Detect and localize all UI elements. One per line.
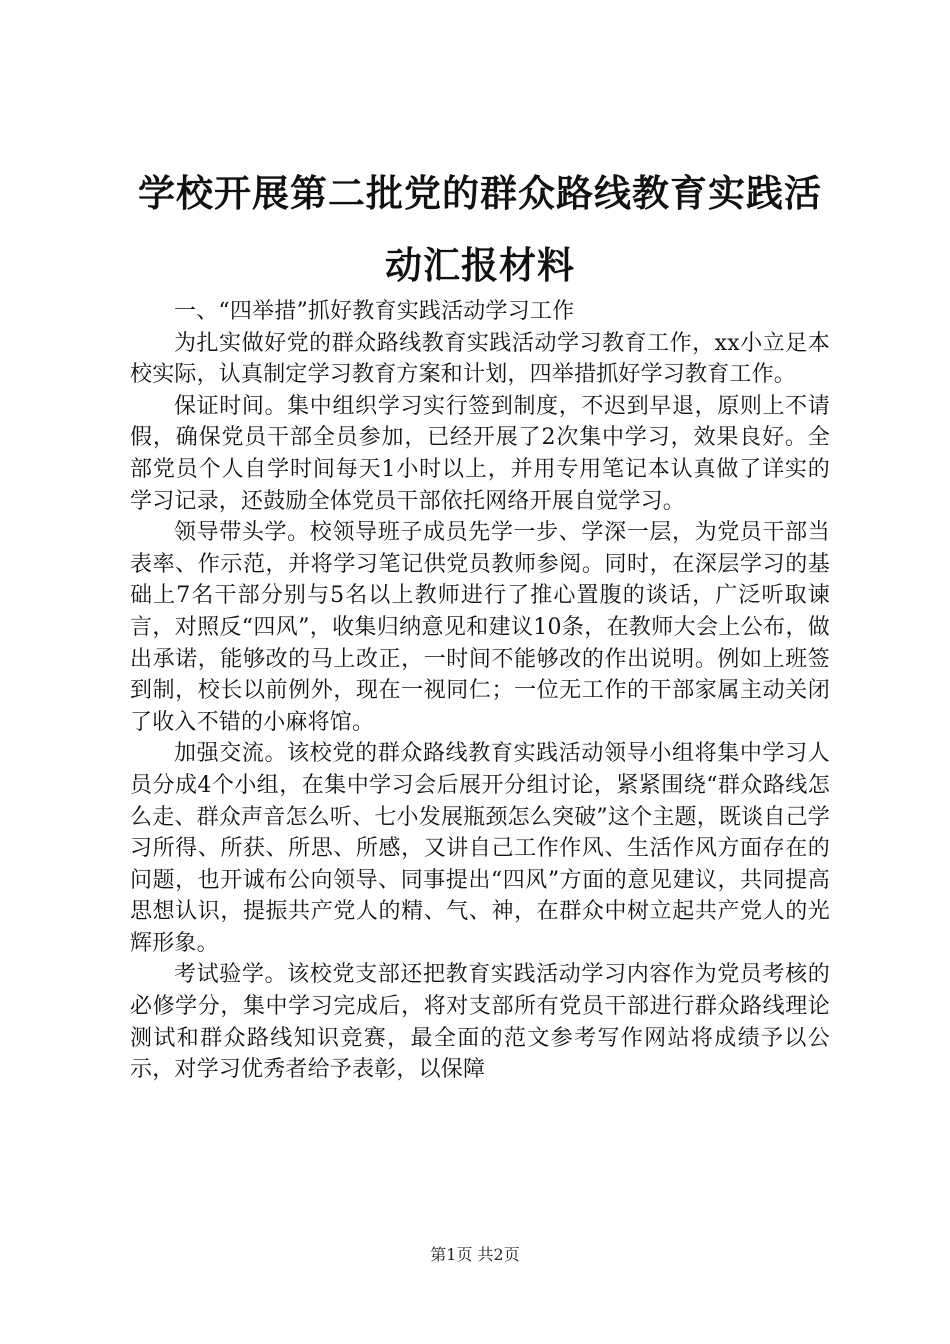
body-paragraph: 加强交流。该校党的群众路线教育实践活动领导小组将集中学习人员分成4个小组，在集中学习会后展开分组讨论，紧紧围绕“群众路线怎么走、群众声音怎么听、七小发展瓶颈怎么突破”这个主题，既谈自己学习所得、所获、所思、所感，又讲自己工作作风、生活作风方面存在的问题，也开诚布公向领导、同事提出“四风”方面的意见建议，共同提高思想认识，提振共产党人的精、气、神，在群众中树立起共产党人的光辉形象。 [130, 741, 830, 956]
body-paragraph: 为扎实做好党的群众路线教育实践活动学习教育工作，xx小立足本校实际，认真制定学习教育方案和计划，四举措抓好学习教育工作。 [130, 330, 830, 388]
document-body [130, 296, 830, 1086]
body-paragraph: 考试验学。该校党支部还把教育实践活动学习内容作为党员考核的必修学分，集中学习完成后，将对支部所有党员干部进行群众路线理论测试和群众路线知识竞赛，最全面的范文参考写作网站将成绩予以公示，对学习优秀者给予表彰，以保障 [130, 962, 830, 1083]
document-title: 学校开展第二批党的群众路线教育实践活动汇报材料 [138, 172, 822, 287]
page-number-footer: 第1页 共2页 [430, 1245, 520, 1264]
section-heading: 一、“四举措”抓好教育实践活动学习工作 [174, 299, 575, 324]
body-paragraph: 领导带头学。校领导班子成员先学一步、学深一层，为党员干部当表率、作示范，并将学习笔记供党员教师参阅。同时，在深层学习的基础上7名干部分别与5名以上教师进行了推心置腹的谈话，广泛听取谏言，对照反“四风”，收集归纳意见和建议10条，在教师大会上公布，做出承诺，能够改的马上改正，一时间不能够改的作出说明。例如上班签到制，校长以前例外，现在一视同仁；一位无工作的干部家属主动关闭了收入不错的小麻将馆。 [130, 520, 830, 735]
body-paragraph: 保证时间。集中组织学习实行签到制度，不迟到早退，原则上不请假，确保党员干部全员参加，已经开展了2次集中学习，效果良好。全部党员个人自学时间每天1小时以上，并用专用笔记本认真做了详实的学习记录，还鼓励全体党员干部依托网络开展自觉学习。 [130, 393, 830, 514]
